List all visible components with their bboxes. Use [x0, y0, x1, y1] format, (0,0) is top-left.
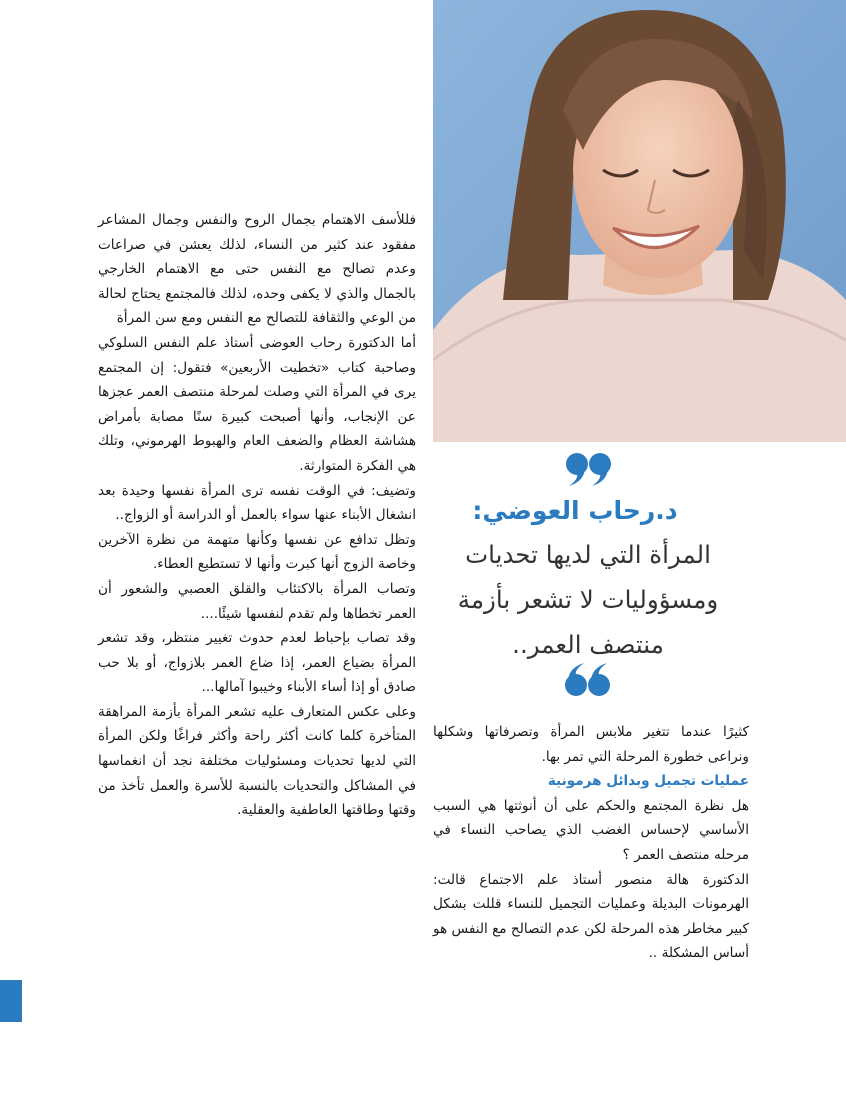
- pull-quote-line: منتصف العمر..: [512, 630, 664, 659]
- woman-photo: [433, 0, 846, 442]
- pull-quote-name: د.رحاب العوضي:: [472, 496, 678, 525]
- section-subheading: عمليات تجميل وبدائل هرمونية: [547, 773, 749, 790]
- right-paragraph: هل نظرة المجتمع والحكم على أن أنوثتها هي السبب الأساسي لإحساس الغضب الذي يصاحب النساء في مرحله منتصف العمر ؟: [433, 797, 749, 863]
- left-article-column: [98, 208, 416, 823]
- pull-quote-line: ومسؤوليات لا تشعر بأزمة: [457, 585, 719, 614]
- right-paragraph: الدكتورة هالة منصور أستاذ علم الاجتماع قالت: الهرمونات البديلة وعمليات التجميل للنساء قللت بشكل كبير مخاطر هذه المرحلة لكن عدم التصالح مع النفس هو أساس المشكلة ..: [433, 871, 749, 962]
- left-paragraph: وتصاب المرأة بالاكتئاب والقلق العصبي والشعور أن العمر تخطاها ولم تقدم لنفسها شيئًا....: [98, 580, 416, 622]
- pull-quote-line: المرأة التي لديها تحديات: [465, 540, 711, 569]
- opening-quote-icon: [563, 662, 613, 698]
- right-article-column: [433, 720, 749, 966]
- left-paragraph: وقد تصاب بإحباط لعدم حدوث تغيير منتظر، وقد تشعر المرأة بضياع العمر، إذا ضاع العمر بلازواج، أو بلا حب صادق أو إذا أساء الأبناء وخيبوا آمالها...: [98, 630, 416, 696]
- woman-illustration: [433, 0, 846, 442]
- left-paragraph: وتظل تدافع عن نفسها وكأنها متهمة من نظرة الآخرين وخاصة الزوج أنها كبرت وأنها لا تستطيع العطاء.: [98, 531, 416, 573]
- left-paragraph: وعلى عكس المتعارف عليه تشعر المرأة بأزمة المراهقة المتأخرة كلما كانت أكثر راحة وأكثر فراغًا ولكن المرأة التي لديها تحديات ومسئوليات مختلفة نجد أن انغماسها في المشاكل والتحديات بالنسبة للأسرة والعمل تأخذ من وقتها وطاقتها العاطفية والعقلية.: [98, 703, 416, 819]
- left-paragraph: فللأسف الاهتمام بجمال الروح والنفس وجمال المشاعر مفقود عند كثير من النساء، لذلك يعشن في صراعات وعدم تصالح مع النفس حتى مع الاهتمام الخارجي بالجمال والذي لا يكفى وحده، لذلك فالمجتمع يحتاج لحالة من الوعي والثقافة للتصالح مع النفس ومع سن المرأة: [98, 212, 416, 327]
- closing-quote-icon: [563, 451, 613, 487]
- left-paragraph: وتضيف: في الوقت نفسه ترى المرأة نفسها وحيدة بعد انشغال الأبناء عنها سواء بالعمل أو الدراسة أو الزواج..: [98, 482, 416, 524]
- pull-quote-title: [440, 532, 736, 667]
- left-paragraph: أما الدكتورة رحاب العوضى أستاذ علم النفس السلوكي وصاحبة كتاب «تخطيت الأربعين» فتقول: إن المجتمع يرى في المرأة التي وصلت لمرحلة منتصف العمر عجزها عن الإنجاب، وأنها أصبحت كبيرة سنًا مصابة بأمراض هشاشة العظام والضعف العام والهبوط الهرموني، وتلك هي الفكرة المتوارثة.: [98, 334, 416, 474]
- page-edge-marker: [0, 980, 22, 1022]
- right-intro-paragraph: كثيرًا عندما تتغير ملابس المرأة وتصرفاتها وشكلها ونراعى خطورة المرحلة التي تمر بها.: [433, 724, 749, 765]
